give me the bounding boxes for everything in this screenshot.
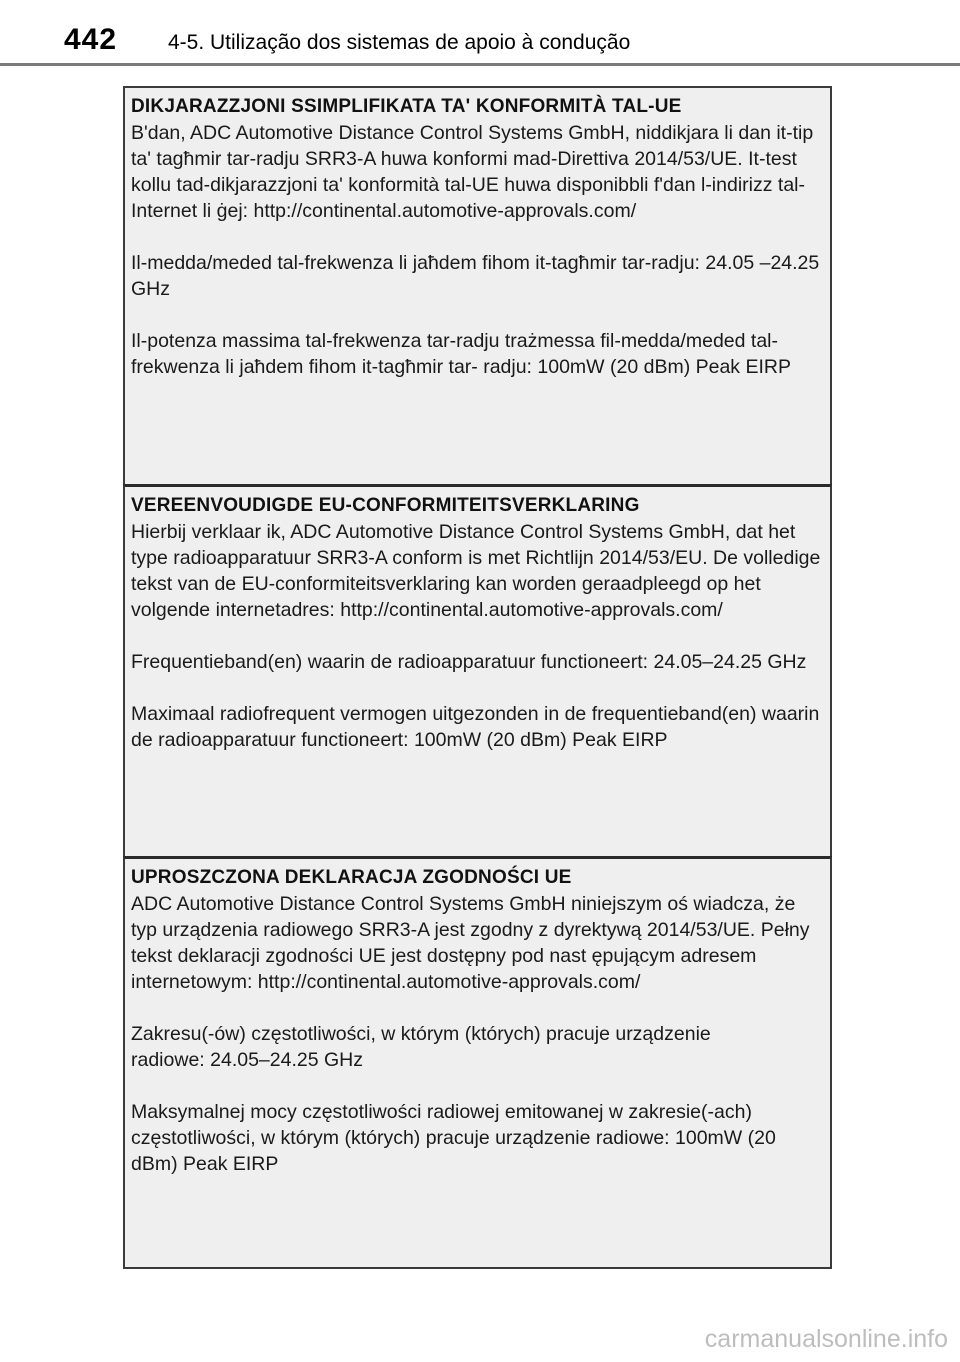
declaration-paragraph: Zakresu(-ów) częstotliwości, w którym (których) pracuje urządzenie radiowe: 24.05–24.25 GHz: [131, 1023, 711, 1071]
declaration-paragraph: Maximaal radiofrequent vermogen uitgezonden in de frequentieband(en) waarin de radioapparatuur functioneert: 100mW (20 dBm) Peak EIRP: [131, 703, 820, 751]
watermark: carmanualsonline.info: [704, 1325, 948, 1353]
declaration-paragraph: ADC Automotive Distance Control Systems GmbH niniejszym oś wiadcza, że typ urządzenia radiowego SRR3-A jest zgodny z dyrektywą 2014/53/UE. Pełny tekst deklaracji zgodności UE jest dostępny pod nast ępującym adresem internetowym: http://continental.automotive-approvals.com/: [131, 893, 810, 993]
declaration-heading: VEREENVOUDIGDE EU-CONFORMITEITSVERKLARING: [131, 495, 640, 516]
declaration-polish: [123, 856, 832, 1269]
section-title: 4-5. Utilização dos sistemas de apoio à condução: [168, 31, 631, 54]
declaration-heading: DIKJARAZZJONI SSIMPLIFIKATA TA' KONFORMITÀ TAL-UE: [131, 96, 682, 117]
declaration-paragraph: Il-potenza massima tal-frekwenza tar-radju trażmessa fil-medda/meded tal-frekwenza li jaħdem fihom it-tagħmir tar- radju: 100mW (20 dBm) Peak EIRP: [131, 330, 791, 378]
declaration-paragraph: Maksymalnej mocy częstotliwości radiowej emitowanej w zakresie(-ach) częstotliwości, w którym (których) pracuje urządzenie radiowe: 100mW (20 dBm) Peak EIRP: [131, 1101, 776, 1175]
declaration-paragraph: Hierbij verklaar ik, ADC Automotive Distance Control Systems GmbH, dat het type radioapparatuur SRR3-A conform is met Richtlijn 2014/53/EU. De volledige tekst van de EU-conformiteitsverklaring kan worden geraadpleegd op het volgende internetadres: http://continental.automotive-approvals.com/: [131, 521, 821, 621]
declaration-paragraph: Frequentieband(en) waarin de radioapparatuur functioneert: 24.05–24.25 GHz: [131, 651, 807, 673]
declarations-scan: [123, 86, 832, 1269]
declaration-heading: UPROSZCZONA DEKLARACJA ZGODNOŚCI UE: [131, 867, 572, 888]
declaration-dutch: [123, 484, 832, 856]
page-header: [0, 0, 960, 66]
declaration-maltese: [123, 86, 832, 484]
declaration-paragraph: Il-medda/meded tal-frekwenza li jaħdem fihom it-tagħmir tar-radju: 24.05 –24.25 GHz: [131, 252, 820, 300]
declaration-paragraph: B'dan, ADC Automotive Distance Control Systems GmbH, niddikjara li dan it-tip ta' tagħmir tar-radju SRR3-A huwa konformi mad-Direttiva 2014/53/UE. It-test kollu tad-dikjarazzjoni ta' konformità tal-UE huwa disponibbli f'dan l-indirizz tal-Internet li ġej: http://continental.automotive-approvals.com/: [131, 122, 814, 222]
page-number: 442: [64, 23, 118, 56]
header-divider: [0, 63, 960, 66]
